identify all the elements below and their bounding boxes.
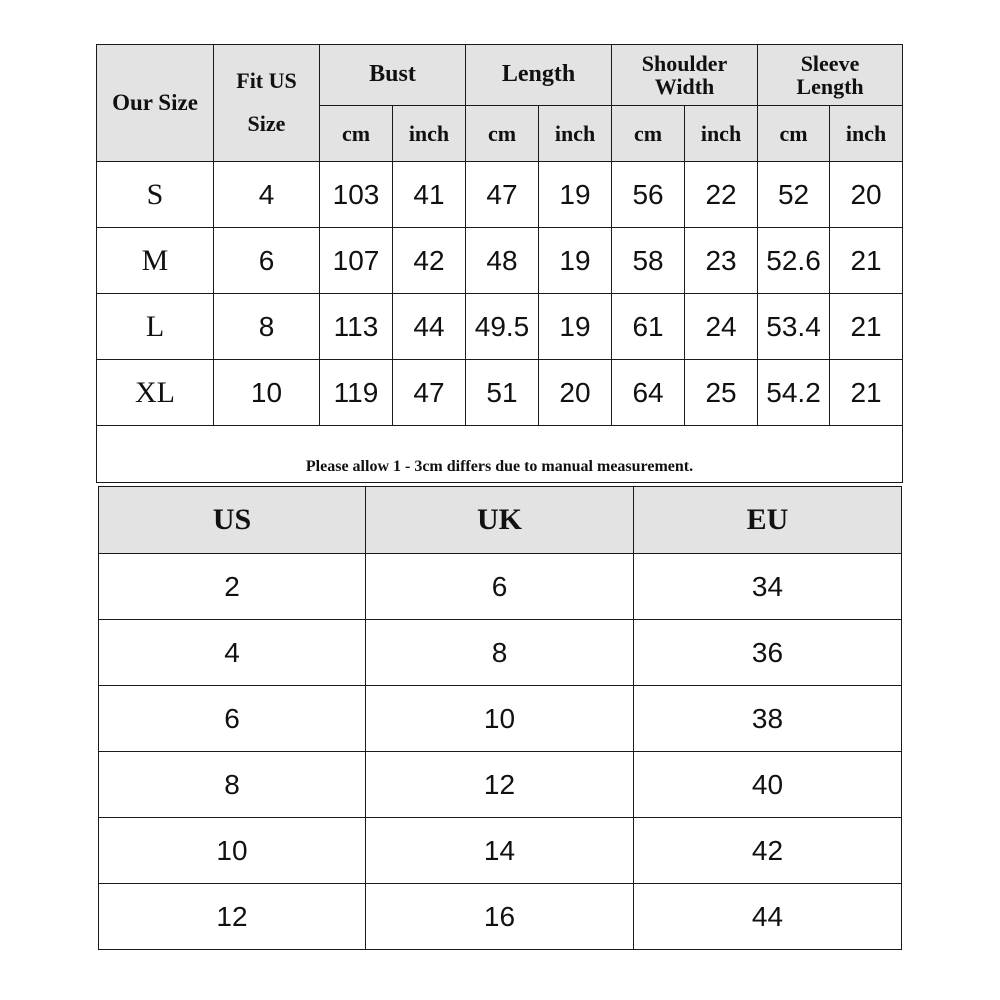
table-row (99, 752, 902, 818)
size-label: M (97, 228, 214, 294)
eu-value: 44 (634, 884, 902, 950)
table-row (97, 294, 903, 360)
sleeve-inch-value: 21 (830, 360, 903, 426)
us-value: 12 (99, 884, 366, 950)
uk-value: 16 (366, 884, 634, 950)
bust-inch-value: 42 (393, 228, 466, 294)
unit-sleeve-cm: cm (758, 106, 830, 162)
uk-value: 14 (366, 818, 634, 884)
bust-cm-value: 119 (320, 360, 393, 426)
shoulder-inch-value: 25 (685, 360, 758, 426)
sleeve-inch-value: 20 (830, 162, 903, 228)
header-fit-us-size-label: Fit US Size (236, 68, 297, 136)
size-label: XL (97, 360, 214, 426)
uk-value: 6 (366, 554, 634, 620)
shoulder-cm-value: 64 (612, 360, 685, 426)
shoulder-inch-value: 22 (685, 162, 758, 228)
bust-inch-value: 41 (393, 162, 466, 228)
size-label: S (97, 162, 214, 228)
uk-value: 10 (366, 686, 634, 752)
header-fit-us-size (214, 45, 320, 162)
us-value: 6 (99, 686, 366, 752)
table-row (99, 884, 902, 950)
header-us: US (99, 487, 366, 554)
length-cm-value: 51 (466, 360, 539, 426)
bust-inch-value: 44 (393, 294, 466, 360)
bust-inch-value: 47 (393, 360, 466, 426)
conversion-header-row (99, 487, 902, 554)
sleeve-cm-value: 52 (758, 162, 830, 228)
table-row (99, 686, 902, 752)
eu-value: 42 (634, 818, 902, 884)
size-label: L (97, 294, 214, 360)
unit-bust-cm: cm (320, 106, 393, 162)
shoulder-inch-value: 24 (685, 294, 758, 360)
shoulder-cm-value: 56 (612, 162, 685, 228)
table-row (99, 818, 902, 884)
header-row-groups (97, 45, 903, 106)
note-row (97, 426, 903, 483)
header-eu: EU (634, 487, 902, 554)
header-length: Length (466, 45, 612, 106)
unit-bust-inch: inch (393, 106, 466, 162)
shoulder-cm-value: 58 (612, 228, 685, 294)
us-value: 8 (99, 752, 366, 818)
length-cm-value: 47 (466, 162, 539, 228)
length-cm-value: 48 (466, 228, 539, 294)
us-value: 2 (99, 554, 366, 620)
uk-value: 8 (366, 620, 634, 686)
table-row (97, 360, 903, 426)
unit-shoulder-inch: inch (685, 106, 758, 162)
unit-sleeve-inch: inch (830, 106, 903, 162)
length-cm-value: 49.5 (466, 294, 539, 360)
shoulder-cm-value: 61 (612, 294, 685, 360)
fit-us-value: 6 (214, 228, 320, 294)
eu-value: 40 (634, 752, 902, 818)
sleeve-cm-value: 52.6 (758, 228, 830, 294)
header-sleeve-length (758, 45, 903, 106)
header-shoulder-width-label: Shoulder Width (641, 50, 728, 99)
fit-us-value: 4 (214, 162, 320, 228)
header-sleeve-length-label: Sleeve Length (796, 50, 864, 99)
unit-shoulder-cm: cm (612, 106, 685, 162)
size-conversion-table (98, 486, 902, 950)
bust-cm-value: 107 (320, 228, 393, 294)
bust-cm-value: 113 (320, 294, 393, 360)
table-row (97, 162, 903, 228)
length-inch-value: 19 (539, 162, 612, 228)
bust-cm-value: 103 (320, 162, 393, 228)
fit-us-value: 10 (214, 360, 320, 426)
eu-value: 38 (634, 686, 902, 752)
table-row (99, 620, 902, 686)
size-measurement-table (96, 44, 903, 483)
unit-length-cm: cm (466, 106, 539, 162)
measurement-note: Please allow 1 - 3cm differs due to manual measurement. (97, 426, 903, 483)
eu-value: 36 (634, 620, 902, 686)
header-our-size: Our Size (97, 45, 214, 162)
header-uk: UK (366, 487, 634, 554)
length-inch-value: 20 (539, 360, 612, 426)
sleeve-cm-value: 54.2 (758, 360, 830, 426)
length-inch-value: 19 (539, 294, 612, 360)
header-bust: Bust (320, 45, 466, 106)
us-value: 10 (99, 818, 366, 884)
table-row (99, 554, 902, 620)
unit-length-inch: inch (539, 106, 612, 162)
table-row (97, 228, 903, 294)
length-inch-value: 19 (539, 228, 612, 294)
us-value: 4 (99, 620, 366, 686)
header-shoulder-width (612, 45, 758, 106)
shoulder-inch-value: 23 (685, 228, 758, 294)
fit-us-value: 8 (214, 294, 320, 360)
uk-value: 12 (366, 752, 634, 818)
sleeve-inch-value: 21 (830, 294, 903, 360)
sleeve-cm-value: 53.4 (758, 294, 830, 360)
eu-value: 34 (634, 554, 902, 620)
sleeve-inch-value: 21 (830, 228, 903, 294)
